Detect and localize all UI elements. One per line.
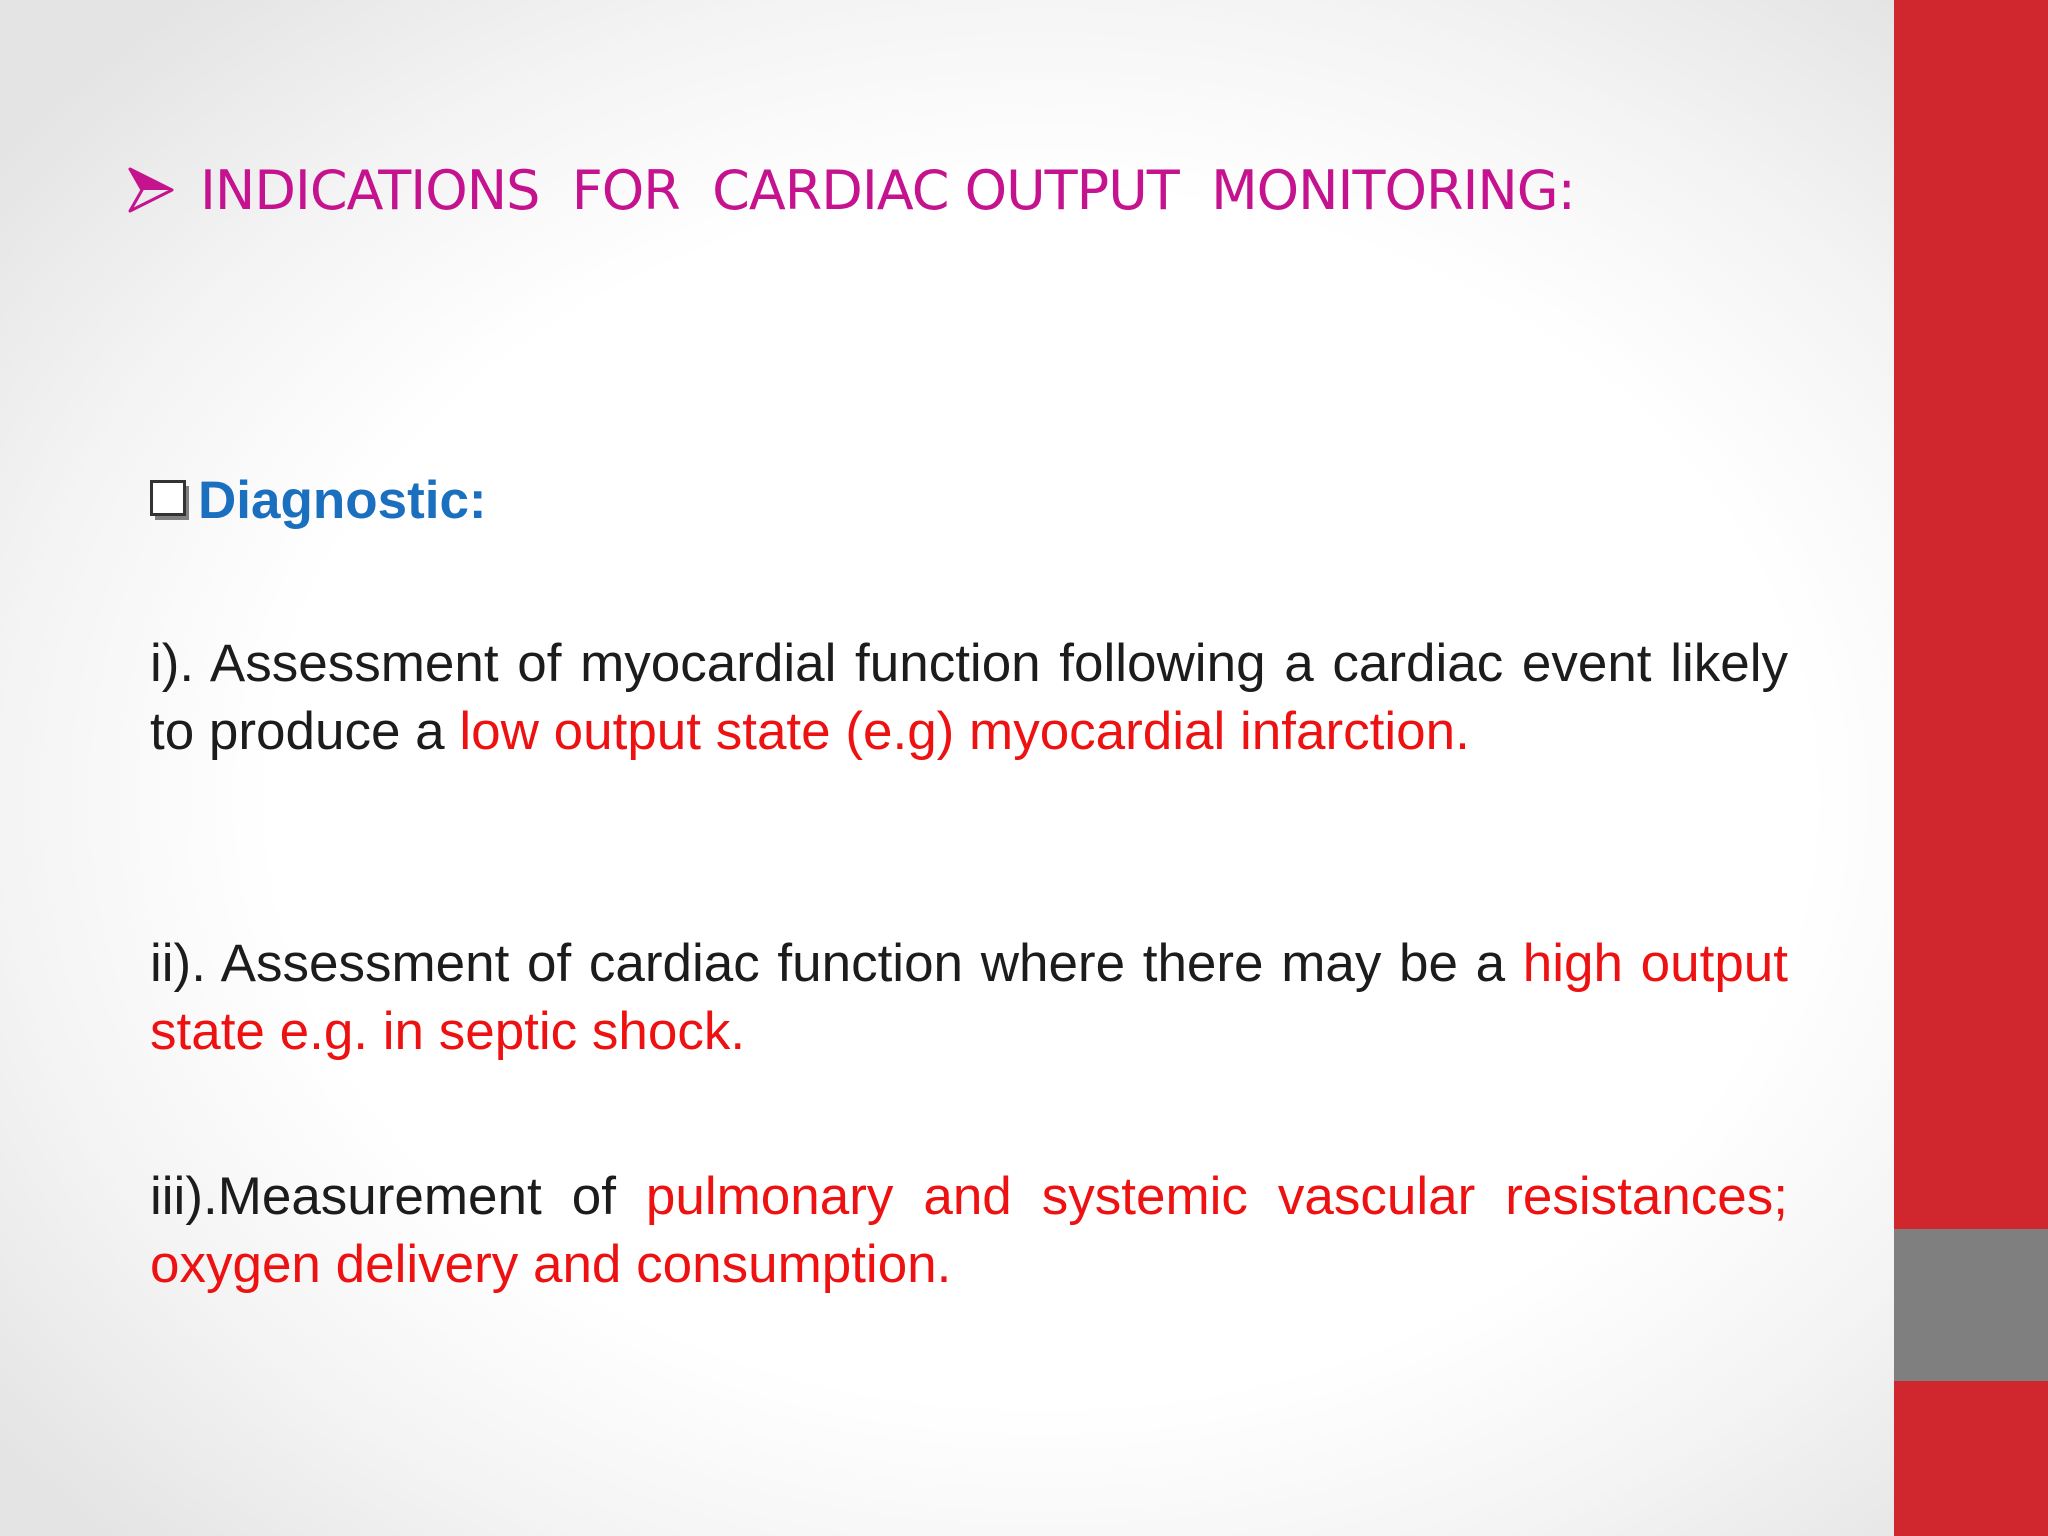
- arrow-bullet-icon: [128, 167, 174, 213]
- item-text: ii). Assessment of cardiac function where there may be a: [150, 934, 1523, 993]
- checkbox-icon: [150, 480, 192, 522]
- indication-item-3: [150, 1163, 1788, 1299]
- side-accent-block: [1894, 1229, 2048, 1381]
- side-accent-bar: [1894, 0, 2048, 1536]
- slide-title: INDICATIONS FOR CARDIAC OUTPUT MONITORING:: [200, 158, 1575, 222]
- item-highlight: pulmonary and systemic vascular resistances; oxygen delivery and consumption.: [150, 1167, 1788, 1294]
- item-highlight: high output state e.g. in septic shock.: [150, 934, 1788, 1061]
- indication-item-1: [150, 630, 1788, 766]
- item-text: iii).Measurement of: [150, 1167, 646, 1226]
- item-text: i). Assessment of myocardial function following a cardiac event likely to produce a: [150, 634, 1788, 761]
- item-highlight: low output state (e.g) myocardial infarction.: [459, 702, 1470, 761]
- section-label: Diagnostic:: [198, 471, 487, 530]
- section-heading: [150, 470, 487, 531]
- indication-item-2: [150, 930, 1788, 1066]
- slide-title-row: [128, 150, 1575, 230]
